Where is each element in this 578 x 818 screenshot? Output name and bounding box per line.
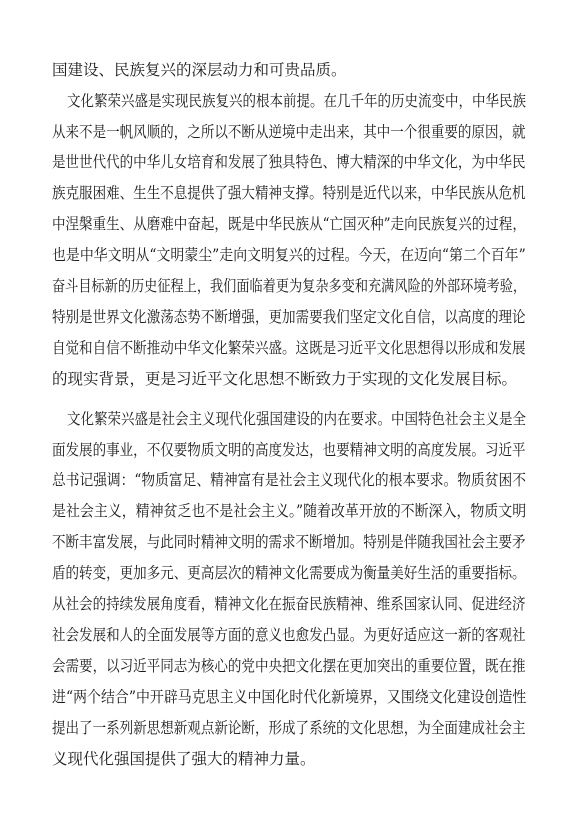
text-line: 中涅槃重生、从磨难中奋起，既是中华民族从“亡国灭种”走向民族复兴的过程， [52, 215, 526, 233]
text-line: 义现代化强国提供了强大的精神力量。 [52, 750, 316, 768]
text-line: 会需要，以习近平同志为核心的党中央把文化摆在更加突出的重要位置，既在推 [52, 657, 526, 675]
text-line: 国建设、民族复兴的深层动力和可贵品质。 [52, 61, 347, 79]
text-line: 奋斗目标新的历史征程上，我们面临着更为复杂多变和充满风险的外部环境考验， [52, 277, 527, 295]
text-line: 进“两个结合”中开辟马克思主义中国化时代化新境界，又围绕文化建设创造性 [52, 688, 527, 706]
text-line: 族克服困难、生生不息提供了强大精神支撑。特别是近代以来，中华民族从危机 [52, 184, 526, 202]
text-line: 从社会的持续发展角度看，精神文化在振奋民族精神、维系国家认同、促进经济 [52, 595, 526, 613]
text-line: 的现实背景，更是习近平文化思想不断致力于实现的文化发展目标。 [52, 370, 518, 388]
text-line: 是社会主义，精神贫乏也不是社会主义。”随着改革开放的不断深入，物质文明 [52, 502, 527, 520]
text-line: 提出了一系列新思想新观点新论断，形成了系统的文化思想，为全面建成社会主 [52, 719, 526, 737]
text-line: 盾的转变，更加多元、更高层次的精神文化需要成为衡量美好生活的重要指标。 [52, 564, 526, 582]
text-line: 社会发展和人的全面发展等方面的意义也愈发凸显。为更好适应这一新的客观社 [52, 626, 526, 644]
text-line: 总书记强调：“物质富足、精神富有是社会主义现代化的根本要求。物质贫困不 [52, 471, 526, 489]
text-line: 是世世代代的中华儿女培育和发展了独具特色、博大精深的中华文化，为中华民 [52, 153, 526, 171]
text-line: 不断丰富发展，与此同时精神文明的需求不断增加。特别是伴随我国社会主要矛 [52, 533, 526, 551]
text-line: 也是中华文明从“文明蒙尘”走向文明复兴的过程。今天，在迈向“第二个百年” [52, 246, 526, 264]
text-line: 从来不是一帆风顺的，之所以不断从逆境中走出来，其中一个很重要的原因，就 [52, 123, 526, 141]
paragraph-first-line: 文化繁荣兴盛是社会主义现代化强国建设的内在要求。中国特色社会主义是全 [67, 410, 527, 428]
paragraph-first-line: 文化繁荣兴盛是实现民族复兴的根本前提。在几千年的历史流变中，中华民族 [67, 92, 527, 110]
text-line: 特别是世界文化激荡态势不断增强，更加需要我们坚定文化自信，以高度的理论 [52, 308, 526, 326]
text-line: 自觉和自信不断推动中华文化繁荣兴盛。这既是习近平文化思想得以形成和发展 [52, 339, 526, 357]
text-line: 面发展的事业，不仅要物质文明的高度发达，也要精神文明的高度发展。习近平 [52, 441, 526, 459]
